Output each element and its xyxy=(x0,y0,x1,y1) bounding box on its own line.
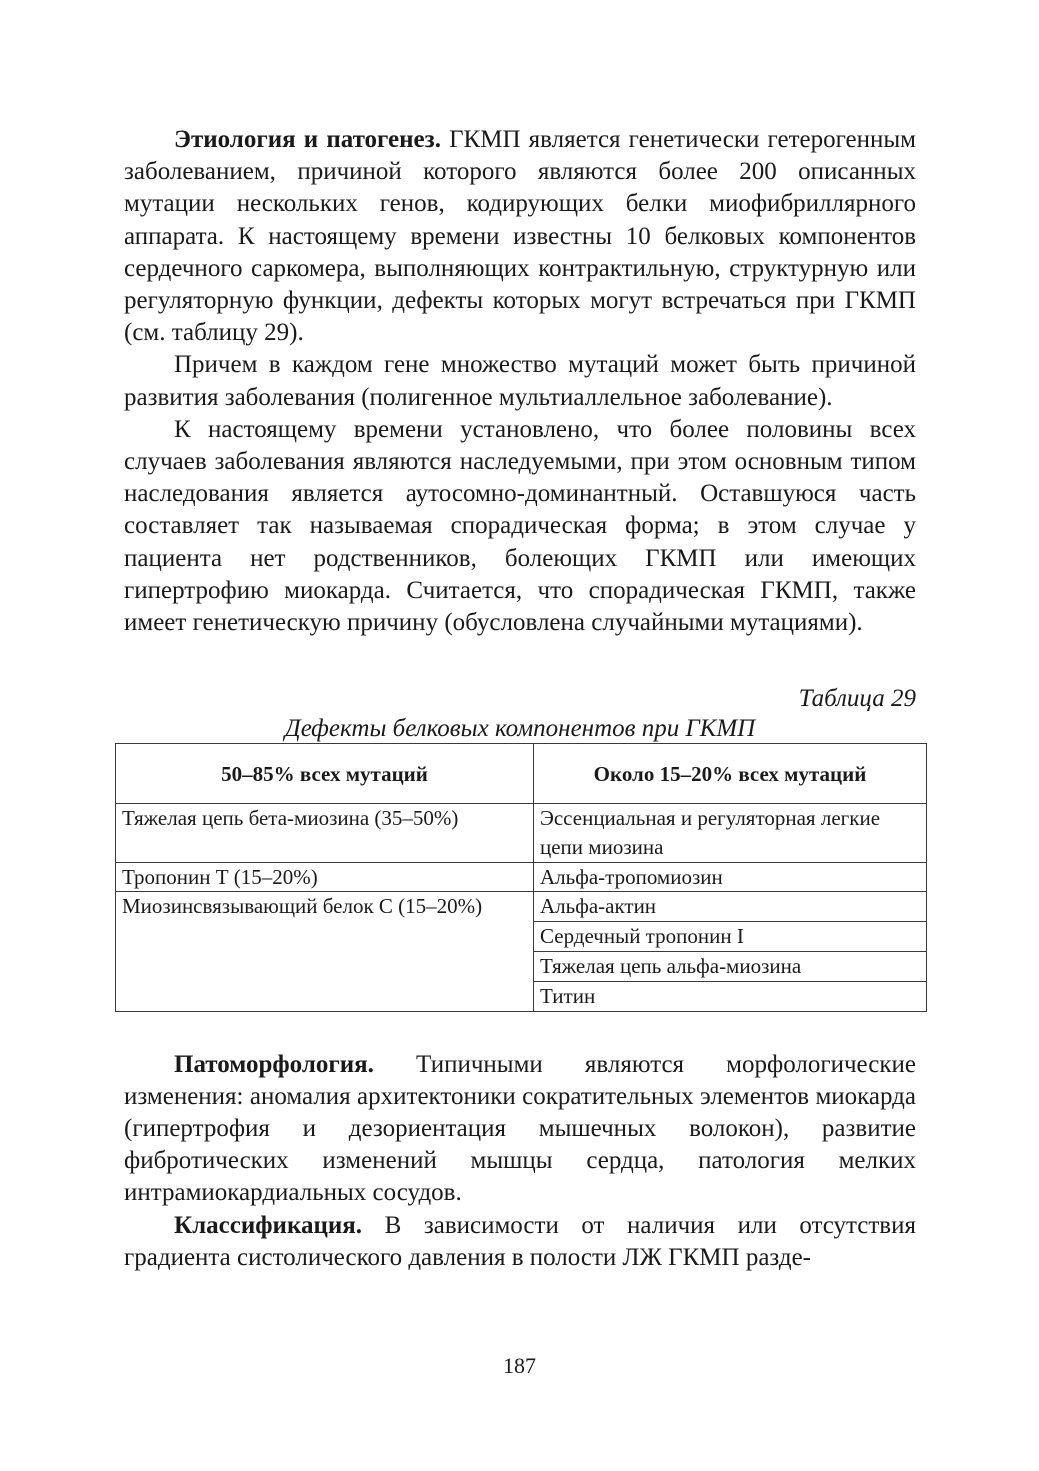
paragraph-etiology xyxy=(124,124,916,349)
table-header-row xyxy=(116,744,927,804)
table-cell-right: Эссенциальная и регуляторная легкие цепи миозина xyxy=(534,804,927,863)
table-header-left: 50–85% всех мутаций xyxy=(116,744,534,804)
paragraph-lead: Патоморфология. xyxy=(174,1050,374,1078)
table-cell-right: Тяжелая цепь альфа-миозина xyxy=(534,952,927,982)
table-title: Дефекты белковых компонентов при ГКМП xyxy=(284,715,756,743)
paragraph-pathomorphology xyxy=(124,1049,916,1210)
paragraph-text: В зависимости от наличия или отсутствия градиента систолического давления в полости ЛЖ ГКМП разде- xyxy=(124,1211,916,1271)
paragraph-mutations xyxy=(124,349,916,413)
table-cell-left: Тяжелая цепь бета-миозина (35–50%) xyxy=(116,804,534,863)
section-bottom xyxy=(124,1049,916,1274)
table-row xyxy=(116,892,927,922)
paragraph-text: К настоящему времени установлено, что более половины всех случаев заболевания являются наследуемыми, при этом основным типом наследования является аутосомно-доминантный. Оставшуюся часть составляет так называемая спорадическая форма; в этом случае у пациента нет родственников, болеющих ГКМП или имеющих гипертрофию миокарда. Считается, что спорадическая ГКМП, также имеет генетическую причину (обусловлена случайными мутациями). xyxy=(124,415,916,637)
page-number: 187 xyxy=(503,1353,536,1378)
table-cell-right: Титин xyxy=(534,981,927,1011)
paragraph-text: ГКМП является генетически гетерогенным заболеванием, причиной которого являются более 200 описанных мутации нескольких генов, кодирующих белки миофибриллярного аппарата. К настоящему времени известны 10 белковых компонентов сердечного саркомера, выполняющих контрактильную, структурную или регуляторную функции, дефекты которых могут встречаться при ГКМП (см. таблицу 29). xyxy=(124,126,916,347)
paragraph-classification xyxy=(124,1210,916,1274)
table-header-right: Около 15–20% всех мутаций xyxy=(534,744,927,804)
page-content xyxy=(124,124,916,1274)
table-cell-right: Сердечный тропонин I xyxy=(534,922,927,952)
paragraph-inheritance xyxy=(124,414,916,639)
paragraph-text: Типичными являются морфологические изменения: аномалия архитектоники сократительных элементов миокарда (гипертрофия и дезориентация мышечных волокон), развитие фибротических изменений мышцы сердца, патология мелких интрамиокардиальных сосудов. xyxy=(124,1050,916,1207)
table-cell-right: Альфа-актин xyxy=(534,892,927,922)
table-cell-left: Тропонин Т (15–20%) xyxy=(116,862,534,892)
table-row xyxy=(116,804,927,863)
paragraph-lead: Классификация. xyxy=(174,1211,363,1239)
table-cell-left: Миозинсвязывающий белок С (15–20%) xyxy=(116,892,534,1011)
paragraph-text: Причем в каждом гене множество мутаций может быть причиной развития заболевания (полигенное мультиаллельное заболевание). xyxy=(124,351,916,411)
defects-table xyxy=(115,743,927,1011)
table-row xyxy=(116,862,927,892)
paragraph-lead: Этиология и патогенез. xyxy=(174,126,441,153)
table-cell-right: Альфа-тропомиозин xyxy=(534,862,927,892)
table-number: Таблица 29 xyxy=(798,685,916,713)
